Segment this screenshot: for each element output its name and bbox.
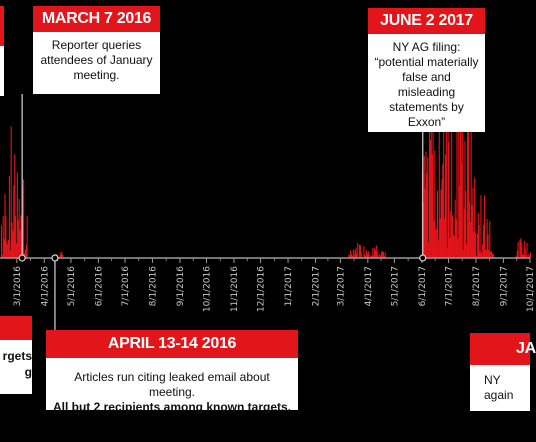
callout-march-7-2016: [33, 6, 160, 94]
tick-label-16: 7/1/2017: [444, 266, 455, 307]
callout-body: [0, 340, 32, 380]
callout-body: [368, 34, 485, 136]
tick-label-2: 5/1/2016: [66, 266, 77, 307]
callout-line: NY: [484, 373, 501, 387]
callout-line: rgets: [2, 349, 32, 363]
leader-marker-2: [420, 255, 426, 261]
clipped-callout-right: [470, 333, 536, 411]
callout-header: [0, 6, 4, 46]
bar-0-16872: [27, 216, 28, 258]
callout-title: JA: [470, 333, 530, 365]
callout-line: Exxon”: [407, 115, 446, 129]
callout-april-13-14-2016: [46, 330, 298, 414]
clipped-callout-left-top: [0, 6, 4, 96]
tick-label-11: 2/1/2017: [311, 266, 322, 307]
callout-body: [33, 32, 160, 89]
callout-line: statements by: [389, 100, 464, 114]
callout-line: false and misleading: [397, 70, 456, 99]
tick-label-12: 3/1/2017: [336, 266, 347, 307]
callout-line: Articles run citing leaked email about meeting.: [74, 370, 270, 399]
tick-label-19: 10/1/2017: [526, 266, 536, 313]
tick-label-0: 3/1/2016: [12, 266, 23, 307]
leader-marker-0: [19, 255, 25, 261]
callout-header: [0, 316, 32, 340]
tick-label-4: 7/1/2016: [120, 266, 131, 307]
tick-label-17: 8/1/2017: [471, 266, 482, 307]
tick-label-9: 12/1/2016: [256, 266, 267, 313]
bar-5-17436: [526, 243, 527, 258]
tick-label-6: 9/1/2016: [175, 266, 186, 307]
bar-5-17440: [530, 252, 531, 258]
callout-line-bold: All but 2 recipients among known targets.: [52, 400, 292, 414]
bar-0-16843: [1, 225, 2, 258]
bar-3-17357: [456, 124, 457, 258]
tick-label-10: 1/1/2017: [284, 266, 295, 307]
callout-line: attendees of January: [40, 53, 153, 67]
bar-5-17426: [518, 242, 519, 258]
tick-label-5: 8/1/2016: [148, 266, 159, 307]
bar-4-17378: [475, 233, 476, 258]
callout-line: meeting.: [73, 68, 120, 82]
callout-june-2-2017: [368, 8, 485, 132]
bar-4-17388: [484, 195, 485, 258]
clipped-callout-left-bottom: [0, 316, 32, 394]
callout-line: g: [24, 365, 32, 379]
callout-line: “potential materially: [374, 55, 479, 69]
bar-0-16868: [23, 180, 24, 258]
callout-line: again: [484, 388, 514, 402]
callout-line: NY AG filing:: [392, 40, 461, 54]
tick-label-8: 11/1/2016: [229, 266, 240, 313]
tick-label-14: 5/1/2017: [390, 266, 401, 307]
callout-title: APRIL 13-14 2016: [46, 330, 298, 358]
tick-label-13: 4/1/2017: [363, 266, 374, 307]
tick-label-15: 6/1/2017: [417, 266, 428, 307]
tick-label-1: 4/1/2016: [40, 266, 51, 307]
callout-body: [46, 358, 298, 421]
x-axis: [0, 258, 536, 312]
tick-label-18: 9/1/2017: [499, 266, 510, 307]
bar-4-17384: [480, 195, 481, 258]
callout-title: MARCH 7 2016: [33, 6, 160, 32]
tick-label-7: 10/1/2016: [202, 266, 213, 313]
callout-body: [470, 365, 530, 403]
bar-0-16852: [9, 176, 10, 258]
bar-2-17276: [385, 252, 386, 258]
bar-2-17245: [357, 243, 358, 258]
callout-line: Reporter queries: [51, 38, 142, 52]
leader-marker-1: [52, 255, 58, 261]
tick-label-3: 6/1/2016: [94, 266, 105, 307]
callout-title: JUNE 2 2017: [368, 8, 485, 34]
